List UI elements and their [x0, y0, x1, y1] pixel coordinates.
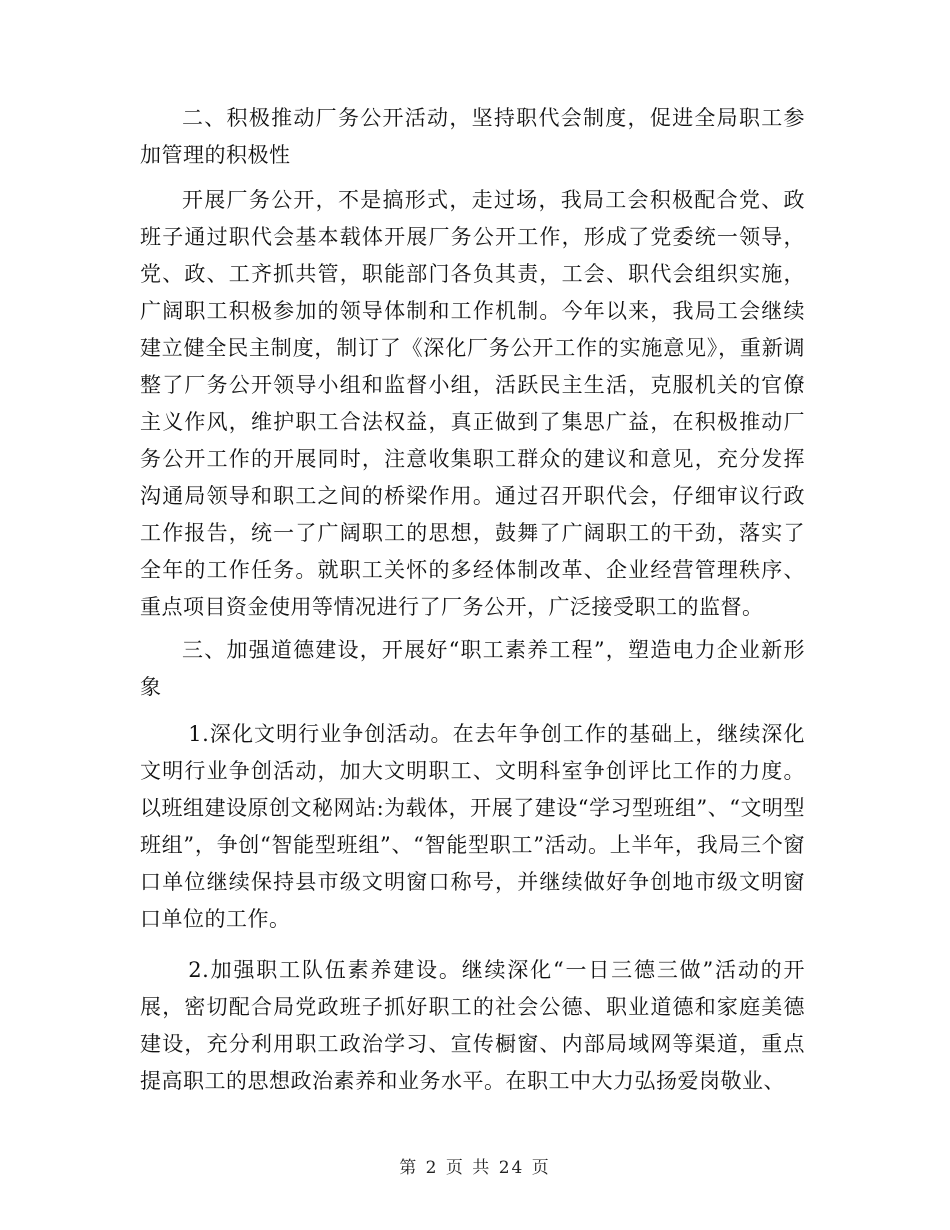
body-paragraph: 开展厂务公开，不是搞形式，走过场，我局工会积极配合党、政班子通过职代会基本载体开展厂务公开工作，形成了党委统一领导，党、政、工齐抓共管，职能部门各负其责，工会、职代会组织实施，广阔职工积极参加的领导体制和工作机制。今年以来，我局工会继续建立健全民主制度，制订了《深化厂务公开工作的实施意见》，重新调整了厂务公开领导小组和监督小组，活跃民主生活，克服机关的官僚主义作风，维护职工合法权益，真正做到了集思广益，在积极推动厂务公开工作的开展同时，注意收集职工群众的建议和意见，充分发挥沟通局领导和职工之间的桥梁作用。通过召开职代会，仔细审议行政工作报告，统一了广阔职工的思想，鼓舞了广阔职工的干劲，落实了全年的工作任务。就职工关怀的多经体制改革、企业经营管理秩序、重点项目资金使用等情况进行了厂务公开，广泛接受职工的监督。	[140, 188, 805, 619]
section-heading-3: 三、加强道德建设，开展好“职工素养工程”，塑造电力企业新形象	[140, 638, 805, 699]
section-heading-2: 二、积极推动厂务公开活动，坚持职代会制度，促进全局职工参加管理的积极性	[140, 106, 805, 167]
list-item-2: 2.加强职工队伍素养建设。继续深化“一日三德三做”活动的开展，密切配合局党政班子抓好职工的社会公德、职业道德和家庭美德建设，充分利用职工政治学习、宣传橱窗、内部局域网等渠道，重点提高职工的思想政治素养和业务水平。在职工中大力弘扬爱岗敬业、	[140, 958, 805, 1093]
page-number-footer: 第 2 页 共 24 页	[399, 1158, 551, 1178]
list-item-1: 1.深化文明行业争创活动。在去年争创工作的基础上，继续深化文明行业争创活动，加大文明职工、文明科室争创评比工作的力度。以班组建设原创文秘网站:为载体，开展了建设“学习型班组”、“文明型班组”，争创“智能型班组”、“智能型职工”活动。上半年，我局三个窗口单位继续保持县市级文明窗口称号，并继续做好争创地市级文明窗口单位的工作。	[140, 722, 805, 931]
document-page	[140, 100, 805, 1100]
